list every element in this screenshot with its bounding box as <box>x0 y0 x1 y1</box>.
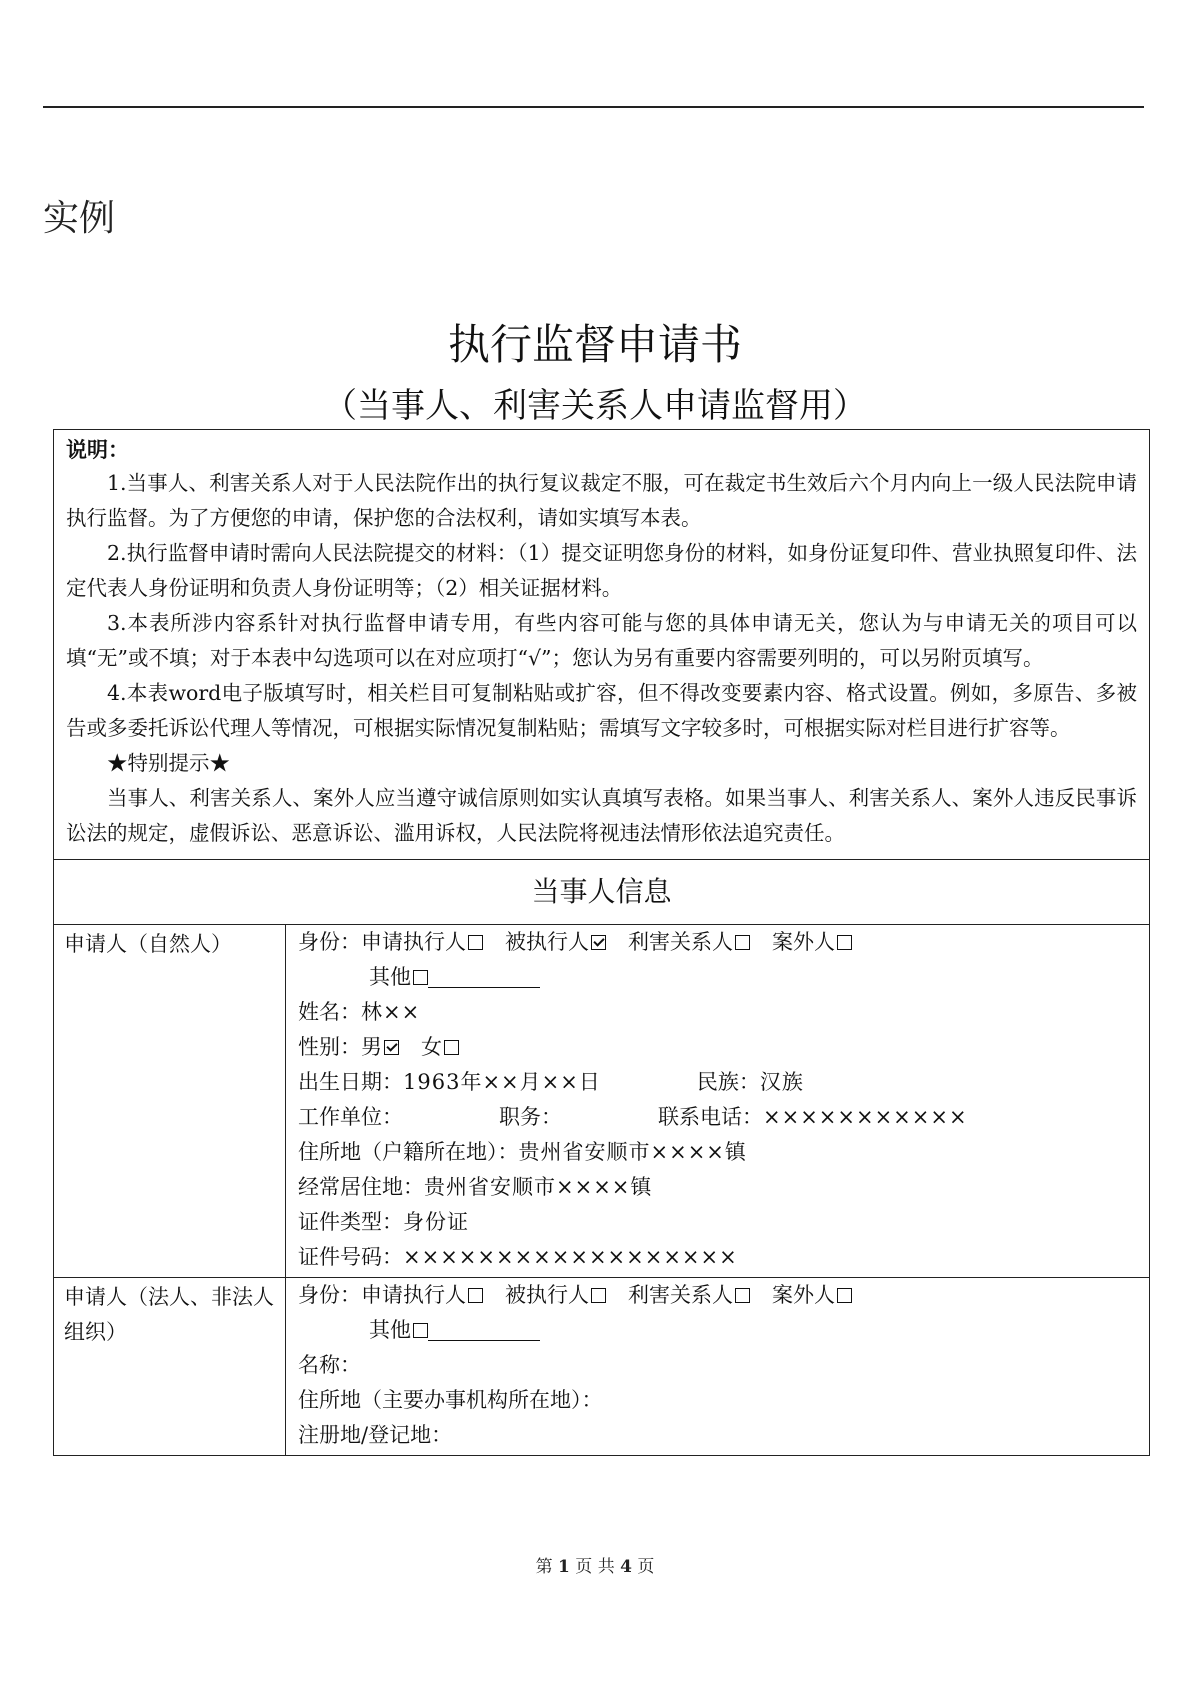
entity-identity-row <box>298 1278 1137 1313</box>
phone-value[interactable]: ××××××××××× <box>763 1105 968 1129</box>
identity-label: 身份： <box>298 1283 361 1307</box>
legal-entity-fields <box>286 1278 1150 1456</box>
current-page-number: 1 <box>558 1557 570 1577</box>
page-suffix: 页 <box>637 1557 655 1577</box>
page-prefix: 第 <box>535 1557 553 1577</box>
section-title: 当事人信息 <box>54 860 1150 925</box>
instruction-paragraph-2: 2.执行监督申请时需向人民法院提交的材料：（1）提交证明您身份的材料，如身份证复印件、营业执照复印件、法定代表人身份证明和负责人身份证明等；（2）相关证据材料。 <box>66 541 1137 600</box>
natural-person-row <box>54 925 1150 1278</box>
gender-option-label: 女 <box>421 1035 442 1059</box>
page-mid: 页 共 <box>575 1557 615 1577</box>
id-type-value[interactable]: 身份证 <box>403 1210 469 1234</box>
ethnicity-label: 民族： <box>696 1070 760 1094</box>
id-number-label: 证件号码： <box>298 1245 403 1269</box>
gender-checkbox-male[interactable] <box>384 1040 399 1055</box>
identity-checkbox-respondent[interactable] <box>591 935 606 950</box>
identity-checkbox-interested-party[interactable] <box>735 935 750 950</box>
entity-name-row <box>298 1348 1137 1383</box>
legal-entity-label: 申请人（法人、非法人组织） <box>54 1278 286 1456</box>
gender-row <box>298 1030 1137 1065</box>
legal-entity-row <box>54 1278 1150 1456</box>
natural-person-fields <box>286 925 1150 1278</box>
domicile-value[interactable]: 贵州省安顺市××××镇 <box>518 1140 747 1164</box>
birth-row <box>298 1065 1137 1100</box>
id-number-row <box>298 1240 1137 1275</box>
identity-option-label: 案外人 <box>772 930 835 954</box>
identity-option-label: 案外人 <box>772 1283 835 1307</box>
id-number-value[interactable]: ×××××××××××××××××× <box>403 1245 738 1269</box>
page-footer <box>0 1552 1190 1577</box>
id-type-label: 证件类型： <box>298 1210 403 1234</box>
identity-option-label: 利害关系人 <box>628 1283 733 1307</box>
identity-option-label: 申请执行人 <box>361 930 466 954</box>
employment-row <box>298 1100 1137 1135</box>
entity-registration-label: 注册地/登记地： <box>298 1423 453 1447</box>
example-label: 实例 <box>43 198 116 239</box>
entity-checkbox-respondent[interactable] <box>591 1288 606 1303</box>
application-form-table <box>53 429 1150 1456</box>
instructions-row <box>54 430 1150 860</box>
employer-label: 工作单位： <box>298 1105 403 1129</box>
section-header-row <box>54 860 1150 925</box>
identity-option-label: 被执行人 <box>505 1283 589 1307</box>
document-title: 执行监督申请书 <box>447 320 742 369</box>
special-notice-title: ★特别提示★ <box>107 751 230 775</box>
identity-checkbox-other[interactable] <box>413 970 428 985</box>
entity-checkbox-other[interactable] <box>413 1323 428 1338</box>
name-label: 姓名： <box>298 1000 361 1024</box>
entity-checkbox-interested-party[interactable] <box>735 1288 750 1303</box>
natural-person-label: 申请人（自然人） <box>54 925 286 1278</box>
other-label: 其他 <box>369 1318 411 1342</box>
document-subtitle: （当事人、利害关系人申请监督用） <box>323 386 867 426</box>
entity-name-label: 名称： <box>298 1353 361 1377</box>
domicile-row <box>298 1135 1137 1170</box>
residence-value[interactable]: 贵州省安顺市××××镇 <box>424 1175 653 1199</box>
birth-value[interactable]: 1963年××月××日 <box>403 1070 601 1094</box>
position-label: 职务： <box>499 1105 562 1129</box>
instruction-paragraph-1: 1.当事人、利害关系人对于人民法院作出的执行复议裁定不服，可在裁定书生效后六个月内向上一级人民法院申请执行监督。为了方便您的申请，保护您的合法权利，请如实填写本表。 <box>66 471 1137 530</box>
residence-row <box>298 1170 1137 1205</box>
special-notice-text: 当事人、利害关系人、案外人应当遵守诚信原则如实认真填写表格。如果当事人、利害关系人、案外人违反民事诉讼法的规定，虚假诉讼、恶意诉讼、滥用诉权，人民法院将视违法情形依法追究责任。 <box>66 786 1137 845</box>
instructions-heading: 说明： <box>66 437 129 462</box>
identity-checkbox-applicant[interactable] <box>468 935 483 950</box>
other-identity-blank[interactable] <box>428 965 540 988</box>
domicile-label: 住所地（户籍所在地）： <box>298 1140 519 1164</box>
gender-checkbox-female[interactable] <box>444 1040 459 1055</box>
identity-option-label: 利害关系人 <box>628 930 733 954</box>
identity-row <box>298 925 1137 960</box>
instruction-paragraph-4: 4.本表word电子版填写时，相关栏目可复制粘贴或扩容，但不得改变要素内容、格式设置。例如，多原告、多被告或多委托诉讼代理人等情况，可根据实际情况复制粘贴；需填写文字较多时，可根据实际对栏目进行扩容等。 <box>66 681 1137 740</box>
entity-domicile-row <box>298 1383 1137 1418</box>
entity-other-identity-blank[interactable] <box>428 1318 540 1341</box>
phone-label: 联系电话： <box>658 1105 763 1129</box>
entity-registration-row <box>298 1418 1137 1453</box>
entity-checkbox-outsider[interactable] <box>837 1288 852 1303</box>
instructions-cell <box>54 430 1150 860</box>
birth-label: 出生日期： <box>298 1070 403 1094</box>
identity-option-label: 申请执行人 <box>361 1283 466 1307</box>
total-pages-number: 4 <box>620 1557 632 1577</box>
entity-checkbox-applicant[interactable] <box>468 1288 483 1303</box>
entity-domicile-label: 住所地（主要办事机构所在地）： <box>298 1388 603 1412</box>
name-row <box>298 995 1137 1030</box>
instruction-paragraph-3: 3.本表所涉内容系针对执行监督申请专用，有些内容可能与您的具体申请无关，您认为与申请无关的项目可以填“无”或不填；对于本表中勾选项可以在对应项打“√”；您认为另有重要内容需要列明的，可以另附页填写。 <box>66 611 1137 670</box>
other-label: 其他 <box>369 965 411 989</box>
name-value[interactable]: 林×× <box>361 1000 421 1024</box>
residence-label: 经常居住地： <box>298 1175 424 1199</box>
header-rule <box>43 106 1144 108</box>
identity-label: 身份： <box>298 930 361 954</box>
ethnicity-value[interactable]: 汉族 <box>759 1070 804 1094</box>
gender-label: 性别： <box>298 1035 361 1059</box>
entity-other-identity-row <box>298 1313 1137 1348</box>
identity-option-label: 被执行人 <box>505 930 589 954</box>
id-type-row <box>298 1205 1137 1240</box>
gender-option-label: 男 <box>361 1035 382 1059</box>
other-identity-row <box>298 960 1137 995</box>
identity-checkbox-outsider[interactable] <box>837 935 852 950</box>
